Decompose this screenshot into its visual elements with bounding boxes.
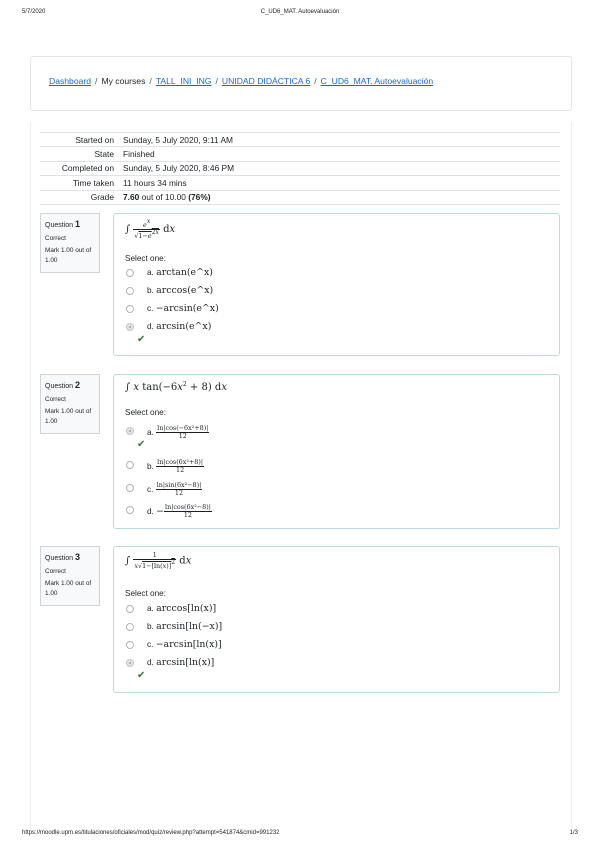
question-number: Question 2 <box>45 380 80 390</box>
question-content-3 <box>113 546 560 693</box>
option-letter: a. <box>147 268 154 277</box>
breadcrumb-separator: / <box>314 76 317 86</box>
question-number: Question 1 <box>45 219 80 229</box>
print-header <box>22 9 578 19</box>
check-icon: ✔ <box>137 439 146 450</box>
print-date: 5/7/2020 <box>22 9 46 15</box>
radio-button[interactable] <box>126 506 134 514</box>
option-letter: b. <box>147 461 154 471</box>
summary-label: Started on <box>75 134 114 145</box>
summary-row <box>40 147 560 161</box>
option-math: arcsin[ln(x)] <box>156 657 215 668</box>
print-page-number: 1/3 <box>569 830 578 836</box>
option-letter: c. <box>147 640 154 649</box>
check-icon: ✔ <box>137 670 146 681</box>
option-fraction: $\frac{\text{ln|cos(6x²+8)|}}{12}$ <box>157 458 203 475</box>
option-math: arcsin(e^x) <box>156 321 212 332</box>
breadcrumb-course[interactable]: TALL_INI_ING <box>155 76 212 86</box>
question-formula: ∫ $\frac{1}{x√1-[\ln(x)]2}$ dx <box>125 551 192 571</box>
option-math: −arcsin[ln(x)] <box>155 639 222 650</box>
breadcrumb-dashboard[interactable]: Dashboard <box>49 76 92 86</box>
question-info-2 <box>40 374 100 434</box>
radio-button[interactable] <box>126 287 134 295</box>
summary-value: Finished <box>123 149 155 160</box>
radio-button-selected[interactable] <box>126 427 134 435</box>
breadcrumb-separator: / <box>95 76 98 86</box>
radio-button[interactable] <box>126 269 134 277</box>
summary-label: Completed on <box>61 163 114 174</box>
question-state: Correct <box>45 395 66 403</box>
summary-row <box>40 133 560 147</box>
radio-button[interactable] <box>126 623 134 631</box>
grade-out-of: out of 10.00 <box>141 192 186 203</box>
question-mark: Mark 1.00 out of 1.00 <box>45 247 92 265</box>
option-letter: d. <box>147 322 154 331</box>
summary-label: Time taken <box>72 177 114 188</box>
option-letter: b. <box>147 286 154 295</box>
option-letter: d. <box>147 658 154 667</box>
radio-button[interactable] <box>126 305 134 313</box>
option-letter: a. <box>147 427 154 437</box>
radio-button[interactable] <box>126 461 134 469</box>
option-fraction: $\frac{\text{ln|sin(6x²−8)|}}{12}$ <box>156 481 202 498</box>
option-letter: a. <box>147 604 154 613</box>
check-icon: ✔ <box>137 334 146 345</box>
question-formula: ∫ x $\tan(-6x^2 + 8)$ dx <box>125 381 227 393</box>
breadcrumb-separator: / <box>215 76 218 86</box>
option-sign: − <box>156 505 165 517</box>
summary-value: 11 hours 34 mins <box>123 177 187 188</box>
question-content-2 <box>113 374 560 529</box>
summary-row-grade <box>40 190 560 204</box>
question-state: Correct <box>45 234 66 242</box>
attempt-summary <box>40 132 560 205</box>
radio-button[interactable] <box>126 641 134 649</box>
print-footer <box>22 830 578 840</box>
option-math: arccos(e^x) <box>156 285 214 296</box>
radio-button-selected[interactable] <box>126 323 134 331</box>
select-one-label: Select one: <box>125 589 166 598</box>
option-letter: b. <box>147 622 154 631</box>
breadcrumb-box <box>30 56 572 111</box>
summary-value: Sunday, 5 July 2020, 8:46 PM <box>123 163 235 174</box>
summary-row <box>40 161 560 175</box>
grade-value <box>122 190 560 204</box>
option-letter: c. <box>147 304 154 313</box>
option-letter: d. <box>147 506 154 516</box>
breadcrumb-unit[interactable]: UNIDAD DIDÁCTICA 6 <box>221 76 311 86</box>
summary-label: State <box>94 149 114 160</box>
question-formula: ∫ $\frac{ex}{√1-e2x}$ dx <box>125 218 176 241</box>
option-math: −arcsin(e^x) <box>155 303 219 314</box>
option-math: arcsin[ln(−x)] <box>156 621 223 632</box>
option-letter: c. <box>147 484 154 494</box>
question-info-3 <box>40 546 100 606</box>
grade-score: 7.60 <box>123 192 140 203</box>
question-content-1 <box>113 213 560 356</box>
print-title: C_UD6_MAT. Autoevaluación <box>260 9 340 15</box>
option-fraction: $\frac{\text{ln|cos(6x²−8)|}}{12}$ <box>165 503 211 520</box>
option-fraction: $\frac{\text{ln|cos(−6x²+8)|}}{12}$ <box>157 424 209 441</box>
grade-percent: (76%) <box>188 192 211 203</box>
print-url: https://moodle.upm.es/titulaciones/oficiales/mod/quiz/review.php?attempt=541874&cmid=991232 <box>22 830 280 836</box>
question-state: Correct <box>45 567 66 575</box>
select-one-label: Select one: <box>125 254 166 263</box>
question-mark: Mark 1.00 out of 1.00 <box>45 580 92 598</box>
select-one-label: Select one: <box>125 408 166 417</box>
breadcrumb-quiz[interactable]: C_UD6_MAT. Autoevaluación <box>320 76 434 86</box>
option-math: arctan(e^x) <box>156 267 213 278</box>
breadcrumb <box>49 76 433 86</box>
summary-value: Sunday, 5 July 2020, 9:11 AM <box>123 134 234 145</box>
option-math: arccos[ln(x)] <box>156 603 217 614</box>
summary-row <box>40 176 560 190</box>
radio-button[interactable] <box>126 605 134 613</box>
question-mark: Mark 1.00 out of 1.00 <box>45 408 92 426</box>
summary-label: Grade <box>90 192 114 203</box>
question-info-1 <box>40 213 100 273</box>
radio-button-selected[interactable] <box>126 659 134 667</box>
breadcrumb-separator: / <box>149 76 152 86</box>
breadcrumb-my-courses: My courses <box>101 76 146 86</box>
question-number: Question 3 <box>45 552 80 562</box>
radio-button[interactable] <box>126 484 134 492</box>
